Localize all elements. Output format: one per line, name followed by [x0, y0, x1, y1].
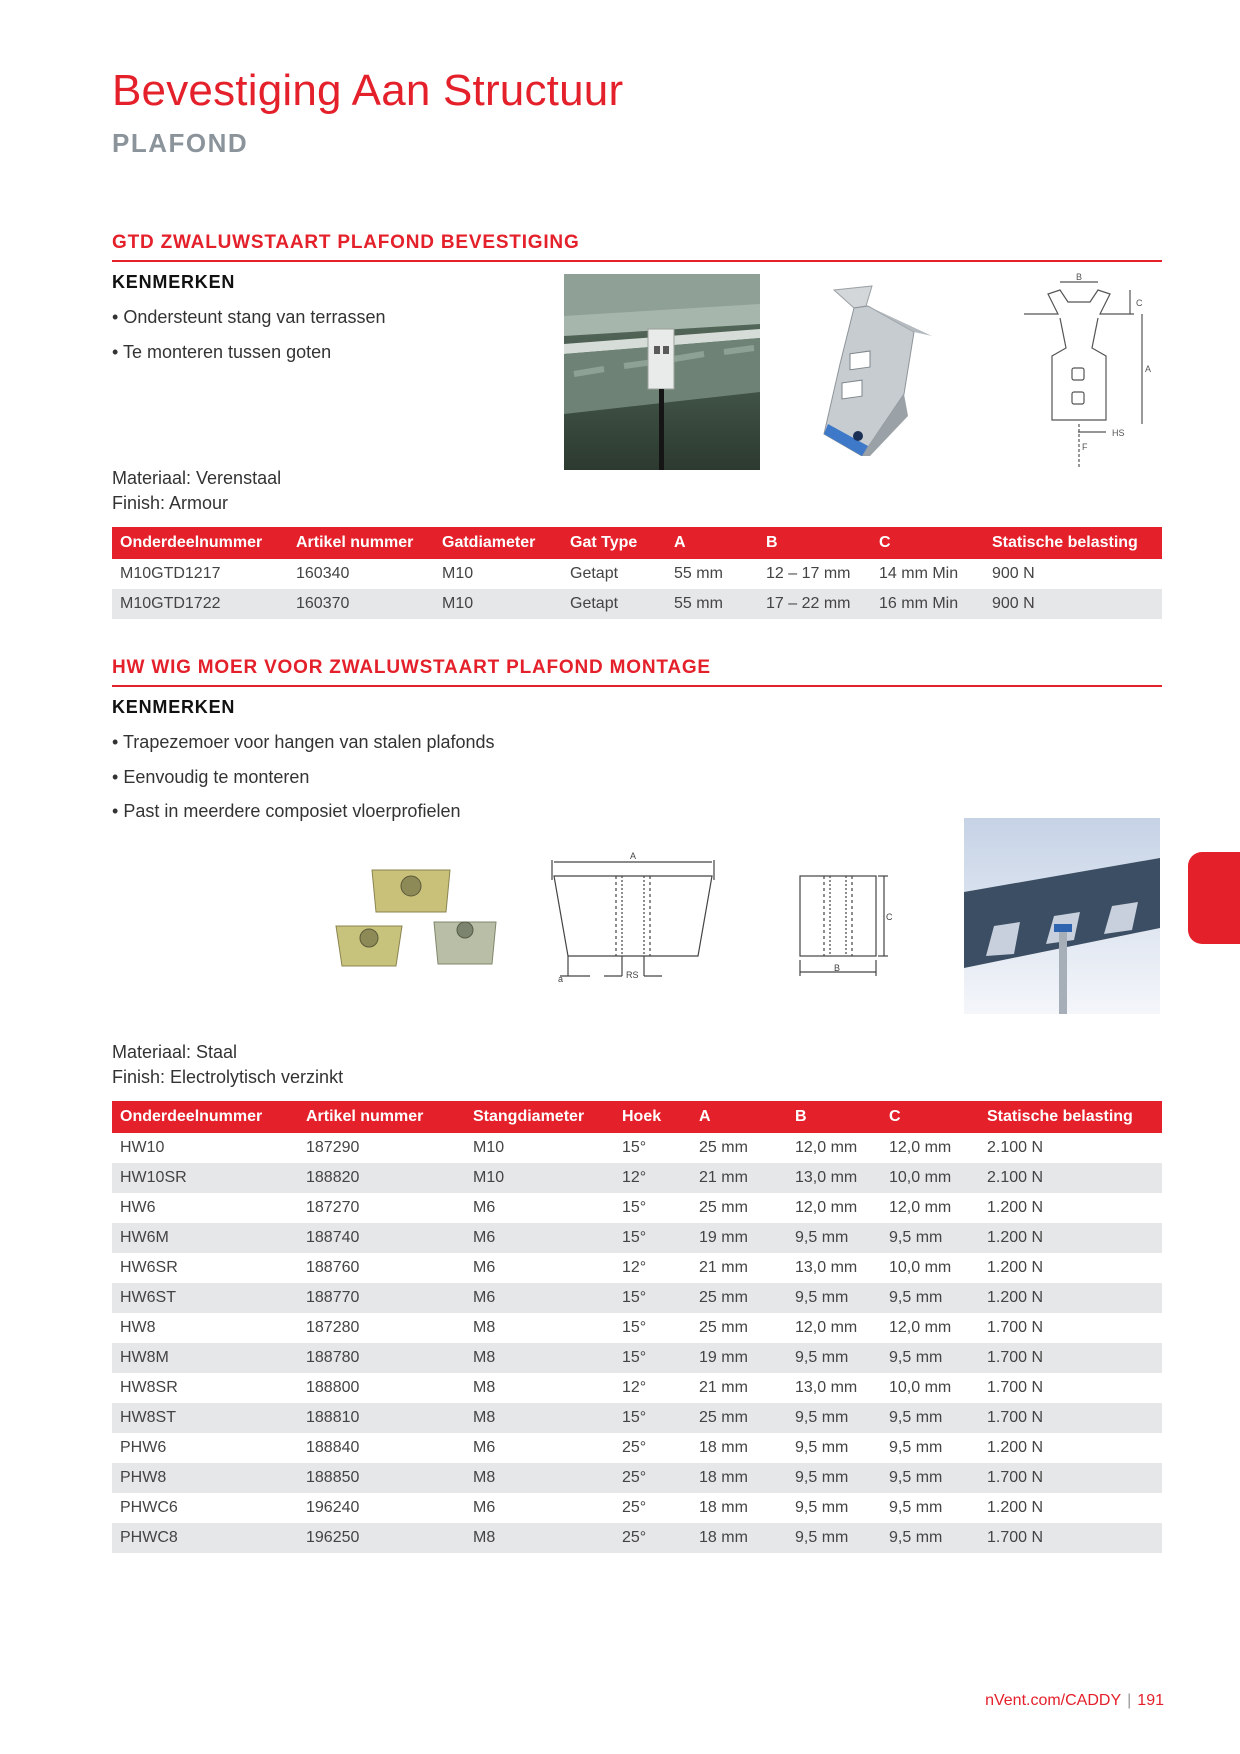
- table-row: [112, 1403, 1162, 1433]
- table-cell: 21 mm: [699, 1259, 748, 1276]
- table-cell: 19 mm: [691, 1223, 787, 1253]
- table-row: [112, 1163, 1162, 1193]
- table-cell: 18 mm: [691, 1523, 787, 1553]
- table-cell: M6: [473, 1499, 496, 1516]
- table-cell: M6: [473, 1439, 496, 1456]
- table-cell: HW10SR: [112, 1163, 298, 1193]
- table-cell: 188770: [298, 1283, 465, 1313]
- table-cell: 10,0 mm: [889, 1259, 952, 1276]
- drawing-label-hs: HS: [1112, 428, 1125, 438]
- footer-separator: |: [1127, 1692, 1132, 1709]
- spec-table-gtd: [112, 527, 1162, 619]
- table-cell: 15°: [622, 1199, 647, 1216]
- clip-technical-drawing: [1018, 272, 1158, 472]
- table-cell: 9,5 mm: [889, 1499, 943, 1516]
- table-cell: M8: [465, 1343, 614, 1373]
- table-row: [112, 1373, 1162, 1403]
- table-cell: M8: [465, 1403, 614, 1433]
- table-cell: 12°: [622, 1259, 647, 1276]
- column-header: Statische belasting: [984, 527, 1162, 559]
- table-cell: M10GTD1722: [112, 589, 288, 619]
- table-cell: 9,5 mm: [795, 1439, 849, 1456]
- column-header: Statische belasting: [979, 1101, 1162, 1133]
- drawing-label-b: B: [834, 963, 841, 973]
- list-item: • Past in meerdere composiet vloerprofielen: [112, 800, 495, 835]
- page-subtitle: PLAFOND: [112, 128, 249, 158]
- table-cell: 12°: [614, 1163, 691, 1193]
- table-cell: 1.200 N: [987, 1439, 1044, 1456]
- table-cell: HW8ST: [112, 1403, 298, 1433]
- table-cell: 25°: [614, 1523, 691, 1553]
- table-cell: HW6ST: [112, 1283, 298, 1313]
- table-row: [112, 1193, 1162, 1223]
- table-cell: 187270: [306, 1199, 360, 1216]
- table-cell: 9,5 mm: [795, 1499, 849, 1516]
- table-cell: 18 mm: [699, 1439, 748, 1456]
- table-cell: M6: [465, 1223, 614, 1253]
- table-cell: 12 – 17 mm: [766, 565, 851, 582]
- column-header: Onderdeelnummer: [112, 1101, 298, 1133]
- column-header: Gat Type: [562, 527, 666, 559]
- table-cell: 188760: [306, 1259, 360, 1276]
- table-cell: 12,0 mm: [795, 1319, 858, 1336]
- table-cell: 196240: [306, 1499, 360, 1516]
- table-cell: HW10: [120, 1139, 165, 1156]
- table-cell: M10: [434, 589, 562, 619]
- table-cell: 15°: [622, 1139, 647, 1156]
- table-cell: 16 mm Min: [871, 589, 984, 619]
- table-row: [112, 589, 1162, 619]
- material-info: [112, 1040, 343, 1090]
- table-cell: M10GTD1217: [120, 565, 221, 582]
- table-cell: 2.100 N: [987, 1139, 1044, 1156]
- table-cell: 9,5 mm: [881, 1343, 979, 1373]
- finish-label: Finish: Armour: [112, 493, 229, 513]
- wedge-nut-drawing-front: [540, 850, 720, 986]
- list-item: • Trapezemoer voor hangen van stalen plafonds: [112, 731, 495, 766]
- table-cell: 187280: [306, 1319, 360, 1336]
- table-header-row: [112, 527, 1162, 559]
- drawing-label-c: C: [886, 912, 893, 922]
- table-cell: 13,0 mm: [787, 1163, 881, 1193]
- feature-list: [112, 306, 385, 375]
- finish-label: Finish: Electrolytisch verzinkt: [112, 1067, 344, 1087]
- features-label: KENMERKEN: [112, 697, 236, 717]
- page-number: 191: [1137, 1692, 1164, 1709]
- wedge-nut-installation-render: [964, 818, 1160, 1014]
- table-cell: 187290: [306, 1139, 360, 1156]
- table-cell: 21 mm: [699, 1379, 748, 1396]
- wedge-nut-product-image: [330, 862, 500, 972]
- table-cell: 188780: [298, 1343, 465, 1373]
- table-cell: 900 N: [984, 589, 1162, 619]
- table-row: [112, 1133, 1162, 1163]
- column-header: Stangdiameter: [465, 1101, 614, 1133]
- wedge-nut-drawing-side: [790, 860, 900, 980]
- table-cell: 12,0 mm: [889, 1319, 952, 1336]
- table-cell: 25°: [622, 1439, 647, 1456]
- table-cell: 9,5 mm: [787, 1223, 881, 1253]
- table-cell: M10: [473, 1139, 505, 1156]
- table-row: [112, 1253, 1162, 1283]
- table-row: [112, 1313, 1162, 1343]
- table-cell: Getapt: [570, 565, 619, 582]
- table-cell: 1.700 N: [979, 1343, 1162, 1373]
- table-cell: 18 mm: [691, 1463, 787, 1493]
- table-row: [112, 1343, 1162, 1373]
- clip-product-image: [806, 284, 936, 456]
- table-cell: 14 mm Min: [879, 565, 959, 582]
- drawing-label-f: F: [1082, 442, 1088, 452]
- table-cell: 9,5 mm: [889, 1439, 943, 1456]
- table-cell: 12,0 mm: [795, 1199, 858, 1216]
- table-cell: 12°: [622, 1379, 647, 1396]
- installation-photo: [564, 274, 760, 470]
- table-row: [112, 1223, 1162, 1253]
- column-header: A: [666, 527, 758, 559]
- table-cell: 25 mm: [699, 1319, 748, 1336]
- table-cell: 19 mm: [691, 1343, 787, 1373]
- table-cell: 188820: [298, 1163, 465, 1193]
- table-cell: 1.200 N: [987, 1499, 1044, 1516]
- table-cell: 10,0 mm: [881, 1163, 979, 1193]
- drawing-label-a-small: a: [558, 974, 564, 984]
- table-cell: PHW6: [120, 1439, 167, 1456]
- table-cell: 1.200 N: [987, 1199, 1044, 1216]
- list-item: • Te monteren tussen goten: [112, 341, 385, 376]
- table-cell: 9,5 mm: [881, 1523, 979, 1553]
- table-header-row: [112, 1101, 1162, 1133]
- table-cell: 1.200 N: [979, 1223, 1162, 1253]
- table-cell: 25 mm: [699, 1139, 748, 1156]
- table-cell: 13,0 mm: [795, 1259, 858, 1276]
- table-cell: 12,0 mm: [889, 1139, 952, 1156]
- table-cell: 1.200 N: [987, 1259, 1044, 1276]
- table-cell: 25 mm: [699, 1199, 748, 1216]
- feature-list: [112, 731, 495, 835]
- table-cell: 9,5 mm: [881, 1403, 979, 1433]
- table-cell: 9,5 mm: [881, 1463, 979, 1493]
- table-row: [112, 1433, 1162, 1463]
- table-cell: 1.700 N: [979, 1403, 1162, 1433]
- table-cell: 9,5 mm: [787, 1463, 881, 1493]
- column-header: Gatdiameter: [434, 527, 562, 559]
- table-cell: HW8: [120, 1319, 156, 1336]
- table-cell: 1.700 N: [987, 1379, 1044, 1396]
- drawing-label-b: B: [1076, 272, 1083, 282]
- table-row: [112, 559, 1162, 589]
- table-cell: 188840: [306, 1439, 360, 1456]
- material-label: Materiaal: Verenstaal: [112, 468, 282, 488]
- table-cell: 9,5 mm: [787, 1283, 881, 1313]
- table-cell: Getapt: [562, 589, 666, 619]
- material-label: Materiaal: Staal: [112, 1042, 238, 1062]
- table-cell: HW6SR: [120, 1259, 178, 1276]
- table-cell: HW6M: [112, 1223, 298, 1253]
- table-cell: PHW8: [112, 1463, 298, 1493]
- table-cell: M8: [473, 1379, 496, 1396]
- table-cell: 18 mm: [699, 1499, 748, 1516]
- material-info: [112, 466, 281, 516]
- table-cell: 1.700 N: [979, 1523, 1162, 1553]
- list-item: • Ondersteunt stang van terrassen: [112, 306, 385, 341]
- drawing-label-a: A: [630, 851, 637, 861]
- drawing-label-rs: RS: [626, 970, 639, 980]
- table-row: [112, 1523, 1162, 1553]
- table-cell: M8: [473, 1319, 496, 1336]
- table-cell: M6: [465, 1283, 614, 1313]
- section-heading-gtd: GTD ZWALUWSTAART PLAFOND BEVESTIGING: [112, 232, 1162, 262]
- column-header: B: [758, 527, 871, 559]
- drawing-label-a: A: [1145, 364, 1152, 374]
- spec-table-hw: [112, 1101, 1162, 1553]
- page-footer: [985, 1692, 1164, 1710]
- table-cell: M8: [465, 1463, 614, 1493]
- table-cell: 17 – 22 mm: [758, 589, 871, 619]
- column-header: A: [691, 1101, 787, 1133]
- footer-url[interactable]: nVent.com/CADDY: [985, 1692, 1122, 1709]
- table-cell: PHWC8: [112, 1523, 298, 1553]
- column-header: Hoek: [614, 1101, 691, 1133]
- table-cell: 900 N: [992, 565, 1035, 582]
- column-header: C: [881, 1101, 979, 1133]
- table-cell: 188810: [298, 1403, 465, 1433]
- table-cell: 55 mm: [674, 565, 723, 582]
- table-cell: 196250: [298, 1523, 465, 1553]
- table-cell: 9,5 mm: [881, 1223, 979, 1253]
- column-header: Artikel nummer: [298, 1101, 465, 1133]
- table-cell: HW8M: [112, 1343, 298, 1373]
- table-row: [112, 1283, 1162, 1313]
- section-tab-marker: [1188, 852, 1240, 944]
- table-cell: 25 mm: [691, 1403, 787, 1433]
- table-row: [112, 1493, 1162, 1523]
- table-cell: 13,0 mm: [795, 1379, 858, 1396]
- features-label: KENMERKEN: [112, 272, 236, 292]
- table-cell: 188740: [298, 1223, 465, 1253]
- table-cell: 188800: [306, 1379, 360, 1396]
- table-cell: M6: [473, 1199, 496, 1216]
- table-cell: M10: [465, 1163, 614, 1193]
- table-cell: 188850: [298, 1463, 465, 1493]
- table-cell: 1.700 N: [979, 1463, 1162, 1493]
- table-cell: 25°: [614, 1463, 691, 1493]
- drawing-label-c: C: [1136, 298, 1143, 308]
- table-cell: 9,5 mm: [881, 1283, 979, 1313]
- table-cell: 21 mm: [691, 1163, 787, 1193]
- table-cell: 12,0 mm: [795, 1139, 858, 1156]
- table-cell: 160340: [296, 565, 350, 582]
- table-cell: 2.100 N: [979, 1163, 1162, 1193]
- table-cell: 9,5 mm: [787, 1343, 881, 1373]
- column-header: C: [871, 527, 984, 559]
- table-cell: 12,0 mm: [889, 1199, 952, 1216]
- table-cell: 15°: [614, 1283, 691, 1313]
- table-cell: 9,5 mm: [787, 1523, 881, 1553]
- column-header: Onderdeelnummer: [112, 527, 288, 559]
- table-cell: 9,5 mm: [787, 1403, 881, 1433]
- table-cell: 15°: [614, 1343, 691, 1373]
- table-cell: 160370: [288, 589, 434, 619]
- section-heading-hw: HW WIG MOER VOOR ZWALUWSTAART PLAFOND MONTAGE: [112, 657, 1162, 687]
- list-item: • Eenvoudig te monteren: [112, 766, 495, 801]
- table-row: [112, 1463, 1162, 1493]
- table-cell: M6: [473, 1259, 496, 1276]
- table-cell: 55 mm: [666, 589, 758, 619]
- table-cell: 1.700 N: [987, 1319, 1044, 1336]
- table-cell: 1.200 N: [979, 1283, 1162, 1313]
- table-cell: 15°: [614, 1223, 691, 1253]
- table-cell: M10: [442, 565, 474, 582]
- table-cell: 15°: [614, 1403, 691, 1433]
- column-header: Artikel nummer: [288, 527, 434, 559]
- table-cell: M8: [465, 1523, 614, 1553]
- table-cell: HW8SR: [120, 1379, 178, 1396]
- table-cell: HW6: [120, 1199, 156, 1216]
- column-header: B: [787, 1101, 881, 1133]
- table-cell: 15°: [622, 1319, 647, 1336]
- table-cell: 10,0 mm: [889, 1379, 952, 1396]
- table-cell: 25 mm: [691, 1283, 787, 1313]
- table-cell: PHWC6: [120, 1499, 178, 1516]
- table-cell: 25°: [622, 1499, 647, 1516]
- page-title: Bevestiging Aan Structuur: [112, 66, 624, 115]
